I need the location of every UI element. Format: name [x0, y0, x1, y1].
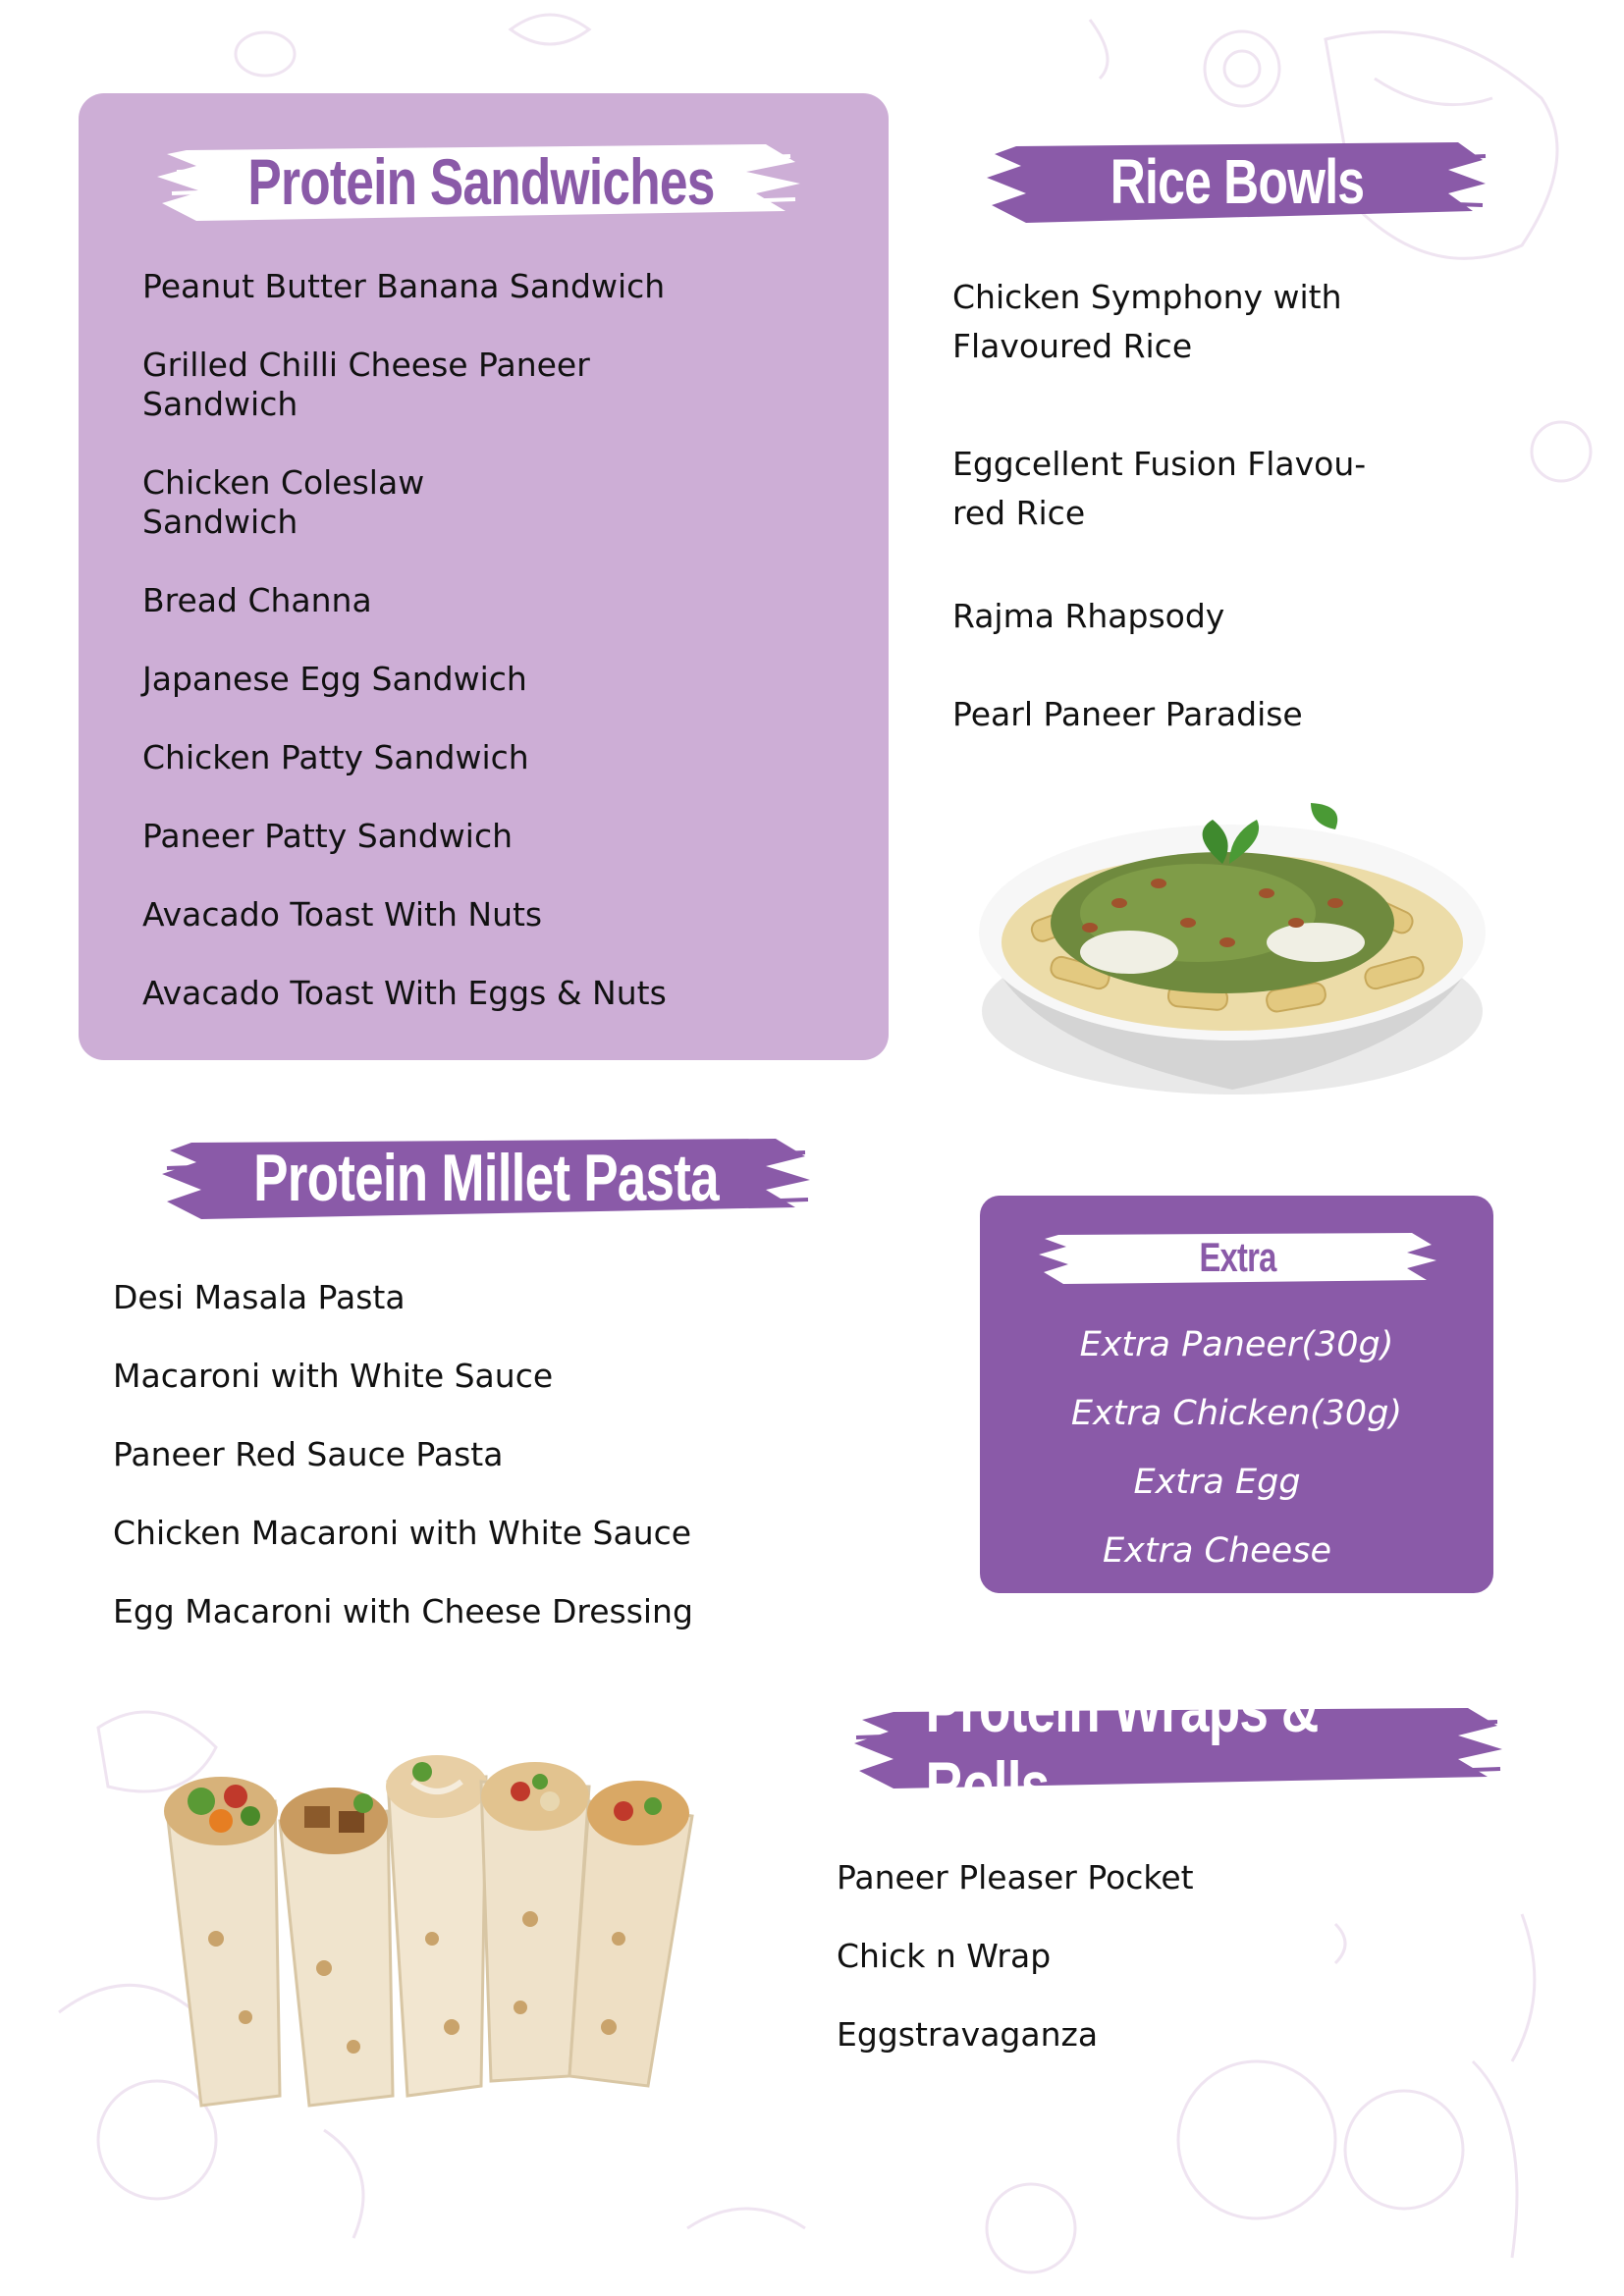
protein-sandwiches-list [142, 267, 731, 1013]
menu-item: Chick n Wrap [837, 1937, 1052, 1975]
protein-millet-pasta-heading [162, 1129, 810, 1227]
rice-bowls-heading [987, 133, 1488, 231]
protein-millet-pasta-list [113, 1278, 741, 1631]
extra-list [980, 1310, 1493, 1585]
menu-item: Japanese Egg Sandwich [142, 660, 527, 698]
menu-item: Eggcellent Fusion Flavou- red Rice [952, 445, 1367, 532]
protein-wraps-rolls-list [837, 1858, 1465, 2055]
pasta-bowl-image [972, 795, 1492, 1099]
extra-item: Extra Cheese [1103, 1531, 1331, 1571]
menu-item: Eggstravaganza [837, 2015, 1099, 2054]
protein-sandwiches-heading [157, 133, 805, 231]
menu-item: Avacado Toast With Nuts [142, 895, 543, 934]
menu-item: Desi Masala Pasta [113, 1278, 406, 1316]
wraps-image [157, 1742, 712, 2115]
menu-item: Peanut Butter Banana Sandwich [142, 267, 666, 305]
protein-wraps-rolls-heading [854, 1672, 1502, 1823]
extra-heading [1039, 1225, 1436, 1290]
menu-item: Pearl Paneer Paradise [952, 695, 1303, 733]
menu-item: Chicken Patty Sandwich [142, 738, 529, 776]
rice-bowls-list [952, 273, 1404, 734]
menu-item: Egg Macaroni with Cheese Dressing [113, 1592, 693, 1630]
menu-item: Macaroni with White Sauce [113, 1357, 554, 1395]
section-title: Protein Wraps & Rolls [925, 1672, 1319, 1823]
menu-item: Chicken Coleslaw Sandwich [142, 463, 425, 541]
extra-item: Extra Egg [1133, 1463, 1301, 1502]
section-title: Extra [1199, 1234, 1276, 1280]
extra-item: Extra Paneer(30g) [1079, 1325, 1394, 1364]
menu-item: Paneer Pleaser Pocket [837, 1858, 1194, 1896]
section-title: Protein Sandwiches [247, 145, 715, 218]
menu-item: Paneer Red Sauce Pasta [113, 1435, 504, 1473]
extra-item: Extra Chicken(30g) [1070, 1394, 1403, 1433]
menu-item: Avacado Toast With Eggs & Nuts [142, 974, 667, 1012]
menu-item: Paneer Patty Sandwich [142, 817, 514, 855]
menu-item: Grilled Chilli Cheese Paneer Sandwich [142, 346, 590, 423]
menu-item: Rajma Rhapsody [952, 597, 1225, 635]
section-title: Protein Millet Pasta [253, 1141, 719, 1215]
menu-item: Chicken Macaroni with White Sauce [113, 1514, 692, 1552]
menu-item: Chicken Symphony with Flavoured Rice [952, 278, 1342, 365]
section-title: Rice Bowls [1110, 146, 1365, 217]
menu-item: Bread Channa [142, 581, 372, 619]
